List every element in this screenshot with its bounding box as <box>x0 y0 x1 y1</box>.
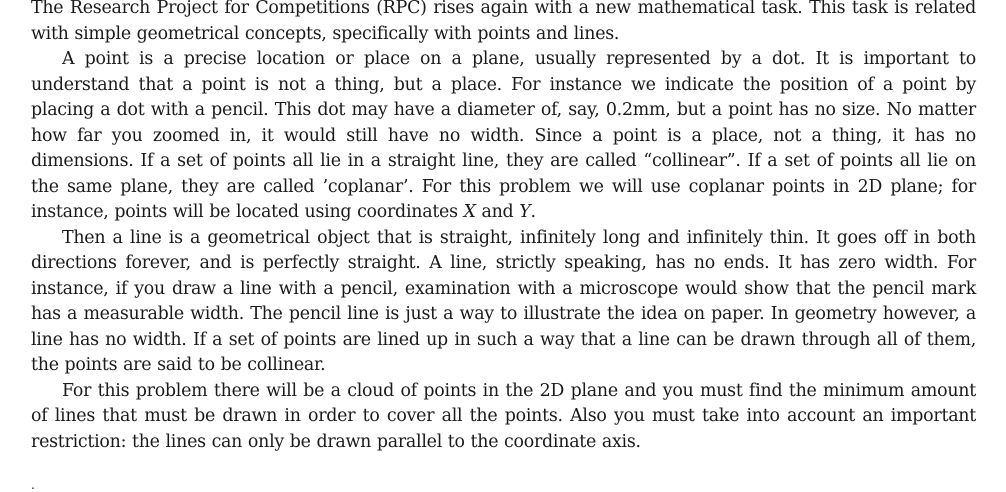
coordinate-x: X <box>463 202 476 222</box>
intro-paragraph: The Research Project for Competitions (RPC) rises again with a new mathematical task. This task is related with simple geometrical concepts, specifically with points and lines. <box>31 0 976 44</box>
point-paragraph-text: A point is a precise location or place on a plane, usually represented by a dot. It is important to understand that a point is not a thing, but a place. For instance we indicate the position of a point by placing a dot with a pencil. This dot may have a diameter of, say, 0.2mm, but a point has no size. No matter how far you zoomed in, it would still have no width. Since a point is a place, not a thing, it has no dimensions. If a set of points all lie in a straight line, they are called “collinear”. If a set of points all lie on the same plane, they are called ’coplanar’. For this problem we will use coplanar points in 2D plane; for instance, points will be located using coordinates <box>31 49 976 222</box>
problem-statement <box>31 0 976 455</box>
coordinate-y: Y <box>519 202 531 222</box>
coordinate-and: and <box>475 202 520 222</box>
point-paragraph <box>31 47 976 226</box>
task-paragraph: For this problem there will be a cloud of points in the 2D plane and you must find the minimum amount of lines that must be drawn in order to cover all the points. Also you must take into account an important restriction: the lines can only be drawn parallel to the coordinate axis. <box>31 380 976 452</box>
coordinate-period: . <box>530 202 536 222</box>
cut-off-text: . <box>31 478 35 492</box>
line-paragraph: Then a line is a geometrical object that is straight, infinitely long and infinitely thin. It goes off in both directions forever, and is perfectly straight. A line, strictly speaking, has no ends. It has zero width. For instance, if you draw a line with a pencil, examination with a microscope would show that the pencil mark has a measurable width. The pencil line is just a way to illustrate the idea on paper. In geometry however, a line has no width. If a set of points are lined up in such a way that a line can be drawn through all of them, the points are said to be collinear. <box>31 227 976 375</box>
